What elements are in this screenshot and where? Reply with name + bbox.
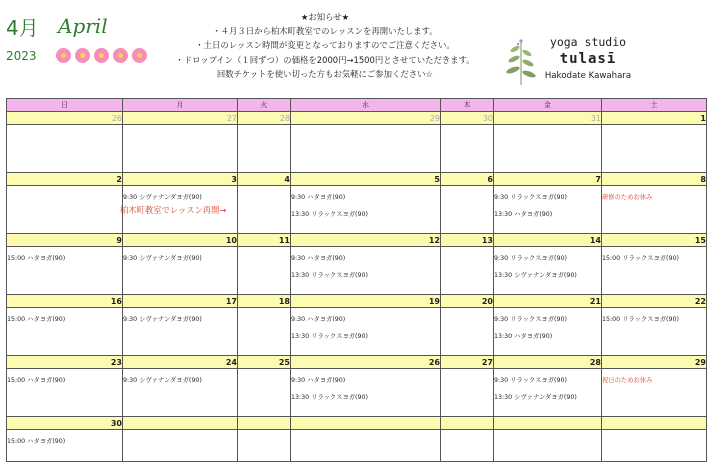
weekday-header: 日 xyxy=(7,99,123,112)
date-number xyxy=(238,417,291,430)
date-number: 30 xyxy=(441,112,494,125)
day-cell xyxy=(602,247,707,295)
day-cell xyxy=(291,308,441,356)
weekday-header: 火 xyxy=(238,99,291,112)
date-number: 28 xyxy=(494,356,602,369)
lesson-entry: 15:00 ハタヨガ(90) xyxy=(7,316,66,323)
brand-line-3: Hakodate Kawahara xyxy=(544,71,632,81)
day-cell xyxy=(291,247,441,295)
day-cell xyxy=(602,186,707,234)
weekday-header: 木 xyxy=(441,99,494,112)
month-title-en: April xyxy=(58,14,108,38)
month-title-jp: 4月 xyxy=(6,16,39,40)
lesson-entry: 13:30 シヴァナンダヨガ(90) xyxy=(494,272,577,279)
day-cell xyxy=(291,369,441,417)
date-number: 26 xyxy=(291,356,441,369)
day-cell xyxy=(291,430,441,462)
lesson-entry: 9:30 リラックスヨガ(90) xyxy=(494,377,567,384)
brand-line-1: yoga studio xyxy=(549,35,627,49)
lesson-entry: 15:00 ハタヨガ(90) xyxy=(7,438,66,445)
day-cell xyxy=(123,369,238,417)
day-cell xyxy=(7,369,123,417)
lesson-entry: 13:30 リラックスヨガ(90) xyxy=(291,272,368,279)
day-cell xyxy=(441,369,494,417)
lesson-entry: 15:00 ハタヨガ(90) xyxy=(7,377,66,384)
date-number: 29 xyxy=(602,356,707,369)
flower-icon xyxy=(113,48,128,63)
date-number: 8 xyxy=(602,173,707,186)
date-number: 1 xyxy=(602,112,707,125)
lesson-entry: 13:30 ハタヨガ(90) xyxy=(494,333,553,340)
date-number xyxy=(123,417,238,430)
day-cell xyxy=(602,308,707,356)
date-number: 24 xyxy=(123,356,238,369)
day-cell xyxy=(494,247,602,295)
day-cell xyxy=(494,308,602,356)
day-cell xyxy=(602,369,707,417)
day-cell xyxy=(441,430,494,462)
date-number: 31 xyxy=(494,112,602,125)
lesson-entry: 13:30 リラックスヨガ(90) xyxy=(291,211,368,218)
closure-note: 祝日のためお休み xyxy=(602,377,653,384)
date-number: 17 xyxy=(123,295,238,308)
date-number: 2 xyxy=(7,173,123,186)
flower-decoration xyxy=(56,48,147,63)
lesson-entry: 13:30 リラックスヨガ(90) xyxy=(291,333,368,340)
day-cell xyxy=(441,125,494,173)
weekday-header: 月 xyxy=(123,99,238,112)
date-number: 9 xyxy=(7,234,123,247)
lesson-entry: 13:30 ハタヨガ(90) xyxy=(494,211,553,218)
date-number: 22 xyxy=(602,295,707,308)
day-cell xyxy=(123,247,238,295)
flower-icon xyxy=(132,48,147,63)
day-cell xyxy=(7,186,123,234)
lesson-entry: 9:30 リラックスヨガ(90) xyxy=(494,255,567,262)
lesson-entry: 9:30 シヴァナンダヨガ(90) xyxy=(123,255,202,262)
date-number: 28 xyxy=(238,112,291,125)
date-number: 6 xyxy=(441,173,494,186)
date-number: 29 xyxy=(291,112,441,125)
studio-brand xyxy=(540,35,636,81)
date-number: 12 xyxy=(291,234,441,247)
date-number: 15 xyxy=(602,234,707,247)
lesson-entry: 9:30 ハタヨガ(90) xyxy=(291,255,346,262)
day-cell xyxy=(238,369,291,417)
day-cell xyxy=(441,186,494,234)
day-cell xyxy=(7,125,123,173)
day-cell xyxy=(123,308,238,356)
closure-note: 研修のためお休み xyxy=(602,194,653,201)
date-number: 27 xyxy=(123,112,238,125)
day-cell xyxy=(238,186,291,234)
date-number xyxy=(602,417,707,430)
date-number xyxy=(291,417,441,430)
notice-line: ・ドロップイン（１回ずつ）の価格を2000円→1500円とさせていただきます。 xyxy=(175,54,475,65)
day-cell xyxy=(602,430,707,462)
lesson-entry: 9:30 シヴァナンダヨガ(90) xyxy=(123,194,202,201)
date-number: 16 xyxy=(7,295,123,308)
flower-icon xyxy=(94,48,109,63)
date-number xyxy=(441,417,494,430)
weekday-header: 水 xyxy=(291,99,441,112)
date-number: 11 xyxy=(238,234,291,247)
brand-line-2: tulasī xyxy=(559,51,617,67)
day-cell xyxy=(441,308,494,356)
date-number: 5 xyxy=(291,173,441,186)
day-cell xyxy=(238,430,291,462)
day-cell xyxy=(441,247,494,295)
date-number: 18 xyxy=(238,295,291,308)
day-cell xyxy=(238,308,291,356)
day-cell xyxy=(494,125,602,173)
lesson-entry: 15:00 リラックスヨガ(90) xyxy=(602,255,679,262)
day-cell xyxy=(291,186,441,234)
date-number: 3 xyxy=(123,173,238,186)
day-cell xyxy=(494,186,602,234)
lesson-entry: 15:00 ハタヨガ(90) xyxy=(7,255,66,262)
flower-icon xyxy=(75,48,90,63)
day-cell xyxy=(291,125,441,173)
lesson-entry: 9:30 ハタヨガ(90) xyxy=(291,377,346,384)
notice-block xyxy=(170,10,480,81)
notice-heading: ★お知らせ★ xyxy=(300,12,350,22)
day-cell xyxy=(238,125,291,173)
date-number: 21 xyxy=(494,295,602,308)
lesson-entry: 9:30 リラックスヨガ(90) xyxy=(494,316,567,323)
lesson-entry: 9:30 シヴァナンダヨガ(90) xyxy=(123,377,202,384)
day-cell xyxy=(494,430,602,462)
lesson-entry: 13:30 シヴァナンダヨガ(90) xyxy=(494,394,577,401)
date-number: 4 xyxy=(238,173,291,186)
date-number: 25 xyxy=(238,356,291,369)
plant-logo-icon xyxy=(501,37,541,87)
day-cell xyxy=(494,369,602,417)
date-number: 26 xyxy=(7,112,123,125)
date-number: 7 xyxy=(494,173,602,186)
day-cell xyxy=(123,125,238,173)
date-number: 23 xyxy=(7,356,123,369)
date-number xyxy=(494,417,602,430)
year-label: 2023 xyxy=(6,49,37,63)
day-cell xyxy=(7,247,123,295)
date-number: 27 xyxy=(441,356,494,369)
day-cell xyxy=(7,308,123,356)
day-cell xyxy=(238,247,291,295)
date-number: 20 xyxy=(441,295,494,308)
lesson-entry: 13:30 リラックスヨガ(90) xyxy=(291,394,368,401)
calendar-table xyxy=(6,98,707,462)
lesson-entry: 9:30 シヴァナンダヨガ(90) xyxy=(123,316,202,323)
weekday-header: 金 xyxy=(494,99,602,112)
flower-icon xyxy=(56,48,71,63)
date-number: 13 xyxy=(441,234,494,247)
notice-line: 回数チケットを使い切った方もお気軽にご参加ください☆ xyxy=(216,68,434,79)
weekday-header: 土 xyxy=(602,99,707,112)
notice-line: ・４月３日から柏木町教室でのレッスンを再開いたします。 xyxy=(212,26,438,37)
day-cell xyxy=(602,125,707,173)
date-number: 30 xyxy=(7,417,123,430)
lesson-entry: 9:30 リラックスヨガ(90) xyxy=(494,194,567,201)
notice-line: ・土日のレッスン時間が変更となっておりますのでご注意ください。 xyxy=(195,40,455,51)
day-cell xyxy=(7,430,123,462)
day-cell xyxy=(123,430,238,462)
lesson-entry: 9:30 ハタヨガ(90) xyxy=(291,316,346,323)
lesson-resume-note: 柏木町教室でレッスン再開→ xyxy=(120,205,227,215)
lesson-entry: 9:30 ハタヨガ(90) xyxy=(291,194,346,201)
date-number: 10 xyxy=(123,234,238,247)
date-number: 19 xyxy=(291,295,441,308)
date-number: 14 xyxy=(494,234,602,247)
lesson-entry: 15:00 リラックスヨガ(90) xyxy=(602,316,679,323)
